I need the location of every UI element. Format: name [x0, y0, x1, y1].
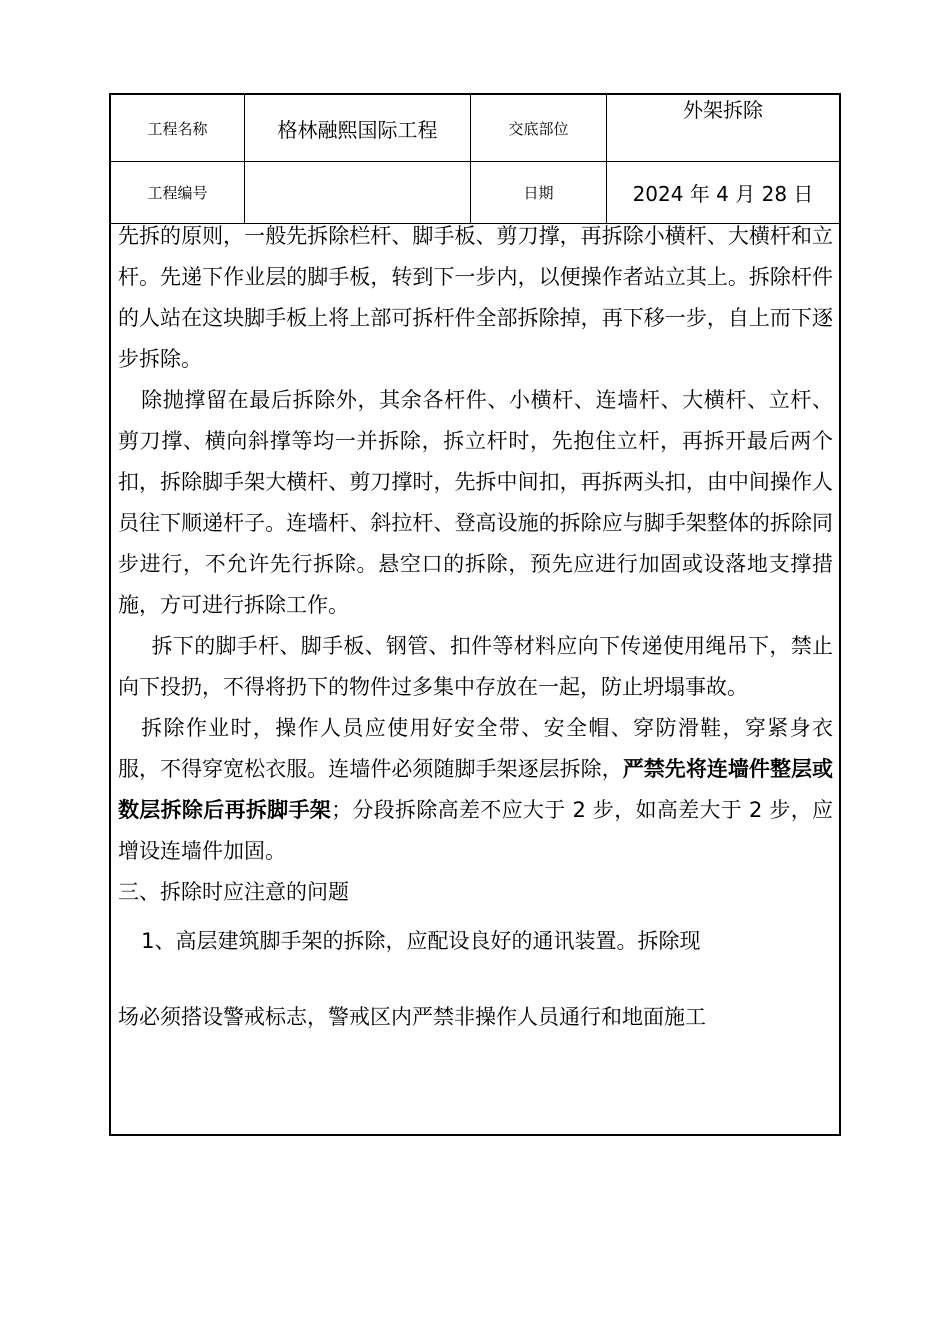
- paragraph-4-text-a: 拆除作业时，操作人员应使用好安全带、安全帽、穿防滑鞋，穿紧身衣服，不得穿宽松衣服。连墙件必须随脚手架逐层拆除，: [118, 716, 833, 781]
- section-title: 三、拆除时应注意的问题: [118, 880, 349, 904]
- project-name-label: 工程名称: [147, 119, 208, 138]
- paragraph-5-line-1: 1、高层建筑脚手架的拆除，应配设良好的通讯装置。拆除现: [141, 929, 701, 953]
- location-value: 外架拆除: [683, 97, 763, 122]
- paragraph-2: 除抛撑留在最后拆除外，其余各杆件、小横杆、连墙杆、大横杆、立杆、剪刀撑、横向斜撑等均一并拆除，拆立杆时，先抱住立杆，再拆开最后两个扣，拆除脚手架大横杆、剪刀撑时，先拆中间扣，再拆两头扣，由中间操作人员往下顺递杆子。连墙杆、斜拉杆、登高设施的拆除应与脚手架整体的拆除同步进行，不允许先行拆除。悬空口的拆除，预先应进行加固或设落地支撑措施，方可进行拆除工作。: [118, 388, 833, 617]
- project-name-value: 格林融熙国际工程: [277, 117, 438, 142]
- location-label: 交底部位: [508, 119, 569, 138]
- paragraph-5-line-2: 场必须搭设警戒标志，警戒区内严禁非操作人员通行和地面施工: [118, 1005, 706, 1029]
- project-no-value: [245, 162, 470, 223]
- paragraph-4-text-b: ；分段拆除高差不应大于 2 步，如高差大于 2 步，应增设连墙件加固。: [118, 798, 834, 863]
- disclosure-body: [118, 216, 833, 1038]
- paragraph-1: 先拆的原则，一般先拆除栏杆、脚手板、剪刀撑，再拆除小横杆、大横杆和立杆。先递下作业层的脚手板，转到下一步内，以便操作者站立其上。拆除杆件的人站在这块脚手板上将上部可拆杆件全部拆除掉，再下移一步，自上而下逐步拆除。: [118, 224, 833, 371]
- date-value: 2024 年 4 月 28 日: [632, 182, 814, 206]
- project-no-label: 工程编号: [147, 184, 208, 202]
- date-label: 日期: [523, 184, 554, 202]
- paragraph-3: 拆下的脚手杆、脚手板、钢管、扣件等材料应向下传递使用绳吊下，禁止向下投扔，不得将扔下的物件过多集中存放在一起，防止坍塌事故。: [118, 634, 833, 699]
- paragraph-4: [118, 708, 833, 872]
- paragraph-4-bold-warning: 严禁先将连墙件整层或数层拆除后再拆脚手架: [118, 757, 834, 822]
